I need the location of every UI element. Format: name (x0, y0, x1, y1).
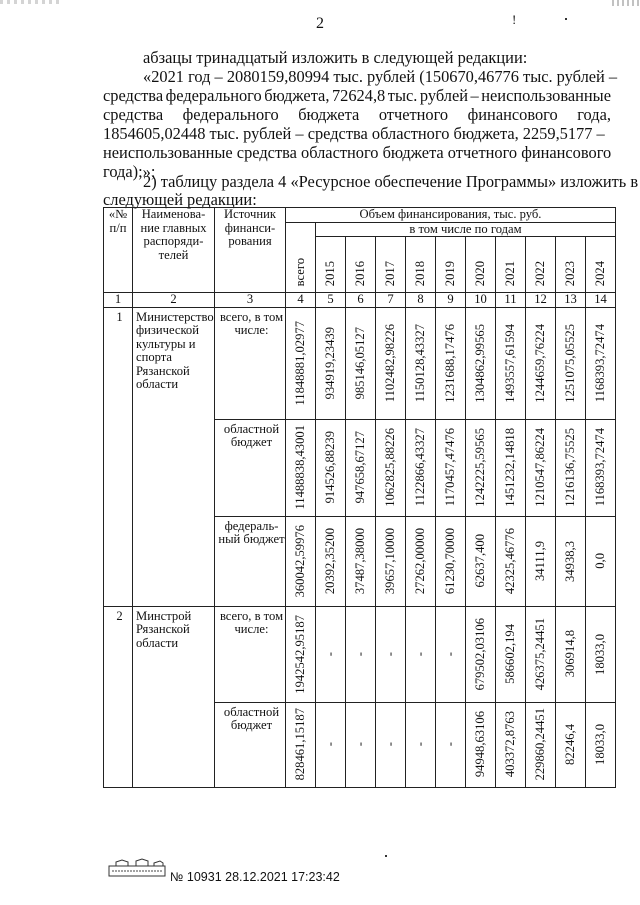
value-cell: 37487,38000 (346, 516, 376, 606)
year-header: 2023 (556, 237, 586, 293)
year-header: 2021 (496, 237, 526, 293)
value-cell: 1493557,61594 (496, 307, 526, 419)
table-row (104, 606, 616, 702)
value-cell: 18033,0 (586, 606, 616, 702)
value-cell: 0,0 (586, 516, 616, 606)
value-cell: - (316, 606, 346, 702)
value-cell: 828461,15187 (286, 702, 316, 787)
value-cell: 27262,00000 (406, 516, 436, 606)
page-number: 2 (316, 15, 324, 32)
value-cell: 1216136,75525 (556, 419, 586, 516)
year-header: 2019 (436, 237, 466, 293)
quote-line-2: средства федерального бюджета, 72624,8 тыс. рублей – неиспользованные (103, 86, 611, 105)
value-cell: 947658,67127 (346, 419, 376, 516)
year-header: 2024 (586, 237, 616, 293)
value-cell: 985146,05127 (346, 307, 376, 419)
source-label: областной бюджет (215, 419, 286, 516)
quote-line-3: средства федерального бюджета отчетного финансового года, (103, 105, 611, 124)
value-cell: 306914,8 (556, 606, 586, 702)
value-cell: 61230,70000 (436, 516, 466, 606)
value-cell: 11488838,43001 (286, 419, 316, 516)
source-label: всего, в том числе: (215, 606, 286, 702)
value-cell: 229860,24451 (526, 702, 556, 787)
value-cell: 1942542,95187 (286, 606, 316, 702)
value-cell: 1304862,99565 (466, 307, 496, 419)
header-years-group: в том числе по годам (316, 222, 616, 237)
value-cell: - (346, 606, 376, 702)
paragraph-2-line-1: 2) таблицу раздела 4 «Ресурсное обеспечение Программы» изложить в (143, 172, 639, 191)
header-name: Наименова-ние главных распоряди-телей (133, 208, 215, 293)
value-cell: 34938,3 (556, 516, 586, 606)
value-cell: 1150128,43327 (406, 307, 436, 419)
value-cell: - (406, 606, 436, 702)
scan-artifact-left (0, 0, 60, 4)
registration-footer: № 10931 28.12.2021 17:23:42 (170, 870, 340, 884)
value-cell: 39657,10000 (376, 516, 406, 606)
table-row (104, 307, 616, 419)
value-cell: 679502,03106 (466, 606, 496, 702)
value-cell: 20392,35200 (316, 516, 346, 606)
value-cell: 62637,400 (466, 516, 496, 606)
value-cell: 1062825,88226 (376, 419, 406, 516)
value-cell: 1102482,98226 (376, 307, 406, 419)
header-no: «№ п/п (104, 208, 133, 293)
value-cell: 586602,194 (496, 606, 526, 702)
value-cell: 82246,4 (556, 702, 586, 787)
paragraph-intro: абзацы тринадцатый изложить в следующей редакции: (143, 48, 528, 67)
value-cell: 1231688,17476 (436, 307, 466, 419)
value-cell: 42325,46776 (496, 516, 526, 606)
quote-line-6: года);»; (103, 162, 156, 181)
value-cell: - (376, 606, 406, 702)
value-cell: 94948,63106 (466, 702, 496, 787)
quote-line-1: «2021 год – 2080159,80994 тыс. рублей (150670,46776 тыс. рублей – (143, 67, 618, 86)
value-cell: 360042,59976 (286, 516, 316, 606)
year-header: 2020 (466, 237, 496, 293)
year-header: 2018 (406, 237, 436, 293)
quote-line-5: неиспользованные средства областного бюджета отчетного финансового (103, 143, 612, 162)
scan-artifact-right (612, 0, 640, 6)
source-label: федераль-ный бюджет (215, 516, 286, 606)
value-cell: 1251075,05525 (556, 307, 586, 419)
header-source: Источник финанси-рования (215, 208, 286, 293)
value-cell: 914526,88239 (316, 419, 346, 516)
group-name: Министерство физической культуры и спорта Рязанской области (133, 307, 215, 606)
group-name: Минстрой Рязанской области (133, 606, 215, 787)
registry-stamp-logo (108, 858, 166, 878)
value-cell: - (436, 702, 466, 787)
value-cell: 934919,23439 (316, 307, 346, 419)
resource-table (103, 207, 616, 788)
value-cell: 18033,0 (586, 702, 616, 787)
value-cell: 1168393,72474 (586, 419, 616, 516)
corner-mark: ! (512, 12, 517, 27)
value-cell: 426375,24451 (526, 606, 556, 702)
group-number: 2 (104, 606, 133, 787)
value-cell: 1170457,47476 (436, 419, 466, 516)
value-cell: 1168393,72474 (586, 307, 616, 419)
value-cell: - (346, 702, 376, 787)
paragraph-2-line-2: следующей редакции: (103, 190, 257, 209)
value-cell: 11848881,02977 (286, 307, 316, 419)
value-cell: - (436, 606, 466, 702)
source-label: всего, в том числе: (215, 307, 286, 419)
scan-speck (385, 855, 387, 857)
value-cell: 1451232,14818 (496, 419, 526, 516)
scan-speck (565, 18, 567, 20)
value-cell: 1122866,43327 (406, 419, 436, 516)
source-label: областной бюджет (215, 702, 286, 787)
header-total: всего (286, 222, 316, 293)
value-cell: - (376, 702, 406, 787)
column-number-row: 1 2 3 4 5 6 7 8 9 10 11 12 13 14 (104, 293, 616, 308)
value-cell: 1242225,59565 (466, 419, 496, 516)
header-volume: Объем финансирования, тыс. руб. (286, 208, 616, 223)
year-header: 2017 (376, 237, 406, 293)
value-cell: - (316, 702, 346, 787)
value-cell: 403372,8763 (496, 702, 526, 787)
value-cell: 1244659,76224 (526, 307, 556, 419)
group-number: 1 (104, 307, 133, 606)
year-header: 2016 (346, 237, 376, 293)
year-header: 2022 (526, 237, 556, 293)
year-header: 2015 (316, 237, 346, 293)
value-cell: 34111,9 (526, 516, 556, 606)
value-cell: - (406, 702, 436, 787)
value-cell: 1210547,86224 (526, 419, 556, 516)
quote-line-4: 1854605,02448 тыс. рублей – средства областного бюджета, 2259,5177 – (103, 124, 605, 143)
